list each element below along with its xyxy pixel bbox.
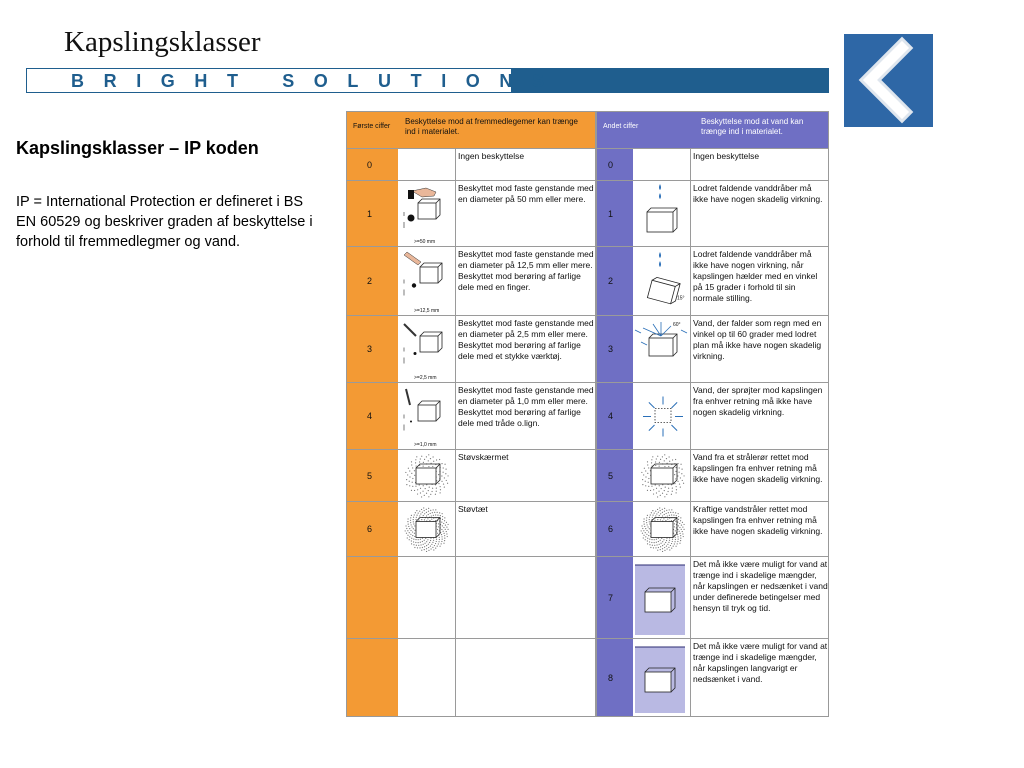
illustration-cell [398,247,456,315]
illustration-cell [633,557,691,638]
protection-illustration [398,149,454,181]
table-row [347,382,595,449]
table-row [347,501,595,556]
description-cell: Beskyttet mod faste genstande med en diameter på 50 mm eller mere. [458,183,594,204]
digit-cell: 6 [347,502,398,556]
brand-name: BRIGHT SOLUTIONS [71,71,564,91]
digit-cell: 4 [597,383,633,449]
row-divider [347,556,595,557]
protection-illustration [398,383,454,450]
table-row [597,501,828,556]
description-cell: Det må ikke være muligt for vand at trænge ind i skadelige mængder, når kapslingen langvarigt er nedsænket i vand. [693,641,828,684]
table-row [597,638,828,716]
protection-illustration [633,316,689,383]
size-label: >=1,0 mm [414,442,437,448]
description-cell: Beskyttet mod faste genstande med en diameter på 2,5 mm eller mere. Beskyttet mod berøring af farlige dele med et stykke værktøj. [458,318,594,361]
protection-illustration [398,502,454,557]
description-cell: Vand, der sprøjter mod kapslingen fra enhver retning må ikke have nogen skadelig virkning. [693,385,823,417]
protection-illustration [398,181,454,247]
description-cell: Kraftige vandstråler rettet mod kapslingen fra enhver retning må ikke have nogen skadelig virkning. [693,504,823,536]
angle-label: 15° [677,295,685,302]
intro-paragraph: IP = International Protection er defineret i BS EN 60529 og beskriver graden af beskyttelse i forhold til fremmedlegmer og vand. [16,194,313,250]
page-title: Kapslingsklasser [64,26,261,58]
illustration-cell [398,181,456,246]
protection-illustration [633,557,689,639]
chevron-left-icon [844,34,933,127]
back-button[interactable] [844,34,933,127]
illustration-cell [398,450,456,501]
empty-illustration-column [398,556,456,716]
second-digit-table [596,111,829,717]
digit-cell: 3 [347,316,398,382]
digit-cell: 8 [597,639,633,716]
illustration-cell [633,181,691,246]
illustration-cell [633,316,691,382]
table-row [597,382,828,449]
brand-label-box [26,68,564,93]
digit-cell: 6 [597,502,633,556]
column-header-description: Beskyttelse mod at vand kan trænge ind i materialet. [701,117,804,136]
protection-illustration [633,149,689,181]
protection-illustration [633,247,689,316]
description-cell: Støvtæt [458,504,488,514]
illustration-cell [633,247,691,315]
protection-illustration [633,181,689,247]
protection-illustration [633,383,689,450]
protection-illustration [398,450,454,502]
digit-cell: 2 [597,247,633,315]
angle-label: 60° [673,322,681,328]
table-row [347,315,595,382]
digit-cell: 0 [347,149,398,180]
description-cell: Ingen beskyttelse [458,151,525,161]
illustration-cell [398,502,456,556]
description-cell: Vand fra et strålerør rettet mod kapslingen fra enhver retning må ikke have nogen skadelig virkning. [693,452,823,484]
digit-cell: 1 [597,181,633,246]
illustration-cell [398,316,456,382]
digit-cell: 0 [597,149,633,180]
digit-cell: 3 [597,316,633,382]
description-cell: Støvskærmet [458,452,509,462]
protection-illustration [633,639,689,717]
table-row [347,180,595,246]
description-cell: Lodret faldende vanddråber må ikke have nogen virkning, når kapslingen hælder med en vinkel på 15 grader i forhold til sin normale stilling. [693,249,818,303]
table-row [347,246,595,315]
illustration-cell [398,149,456,180]
digit-cell: 4 [347,383,398,449]
description-cell: Beskyttet mod faste genstande med en diameter på 12,5 mm eller mere. Beskyttet mod berøring af farlige dele med en finger. [458,249,594,292]
illustration-cell [633,639,691,716]
digit-cell: 7 [597,557,633,638]
illustration-cell [633,502,691,556]
table-row [597,556,828,638]
empty-digit-column [347,556,398,716]
protection-illustration [398,247,454,316]
description-cell: Lodret faldende vanddråber må ikke have nogen skadelig virkning. [693,183,823,204]
table-row [597,449,828,501]
illustration-cell [633,450,691,501]
description-cell: Det må ikke være muligt for vand at trænge ind i skadelige mængder, når kapslingen er nedsænket i vand under definerede betingelser med hensyn til tryk og tid. [693,559,828,613]
digit-cell: 5 [597,450,633,501]
table-row [347,449,595,501]
digit-cell: 2 [347,247,398,315]
size-label: >=50 mm [414,239,436,245]
description-cell: Ingen beskyttelse [693,151,760,161]
illustration-cell [633,383,691,449]
illustration-cell [633,149,691,180]
table-header [347,112,595,148]
digit-cell: 5 [347,450,398,501]
column-header-digit: Andet ciffer [603,123,639,130]
first-digit-table [346,111,596,717]
illustration-cell [398,383,456,449]
protection-illustration [633,450,689,502]
brand-bar [26,68,829,93]
table-row [597,180,828,246]
table-row [597,315,828,382]
section-heading: Kapslingsklasser – IP koden [16,138,259,158]
size-label: >=12,5 mm [414,308,440,314]
column-header-description: Beskyttelse mod at fremmedlegemer kan trænge ind i materialet. [405,117,578,136]
table-row [347,148,595,180]
table-row [597,148,828,180]
description-cell: Beskyttet mod faste genstande med en diameter på 1,0 mm eller mere. Beskyttet mod berøring af farlige dele med tråde o.lign. [458,385,594,428]
table-row [597,246,828,315]
table-header [597,112,828,148]
protection-illustration [633,502,689,557]
description-cell: Vand, der falder som regn med en vinkel op til 60 grader med lodret plan må ikke have nogen skadelig virkning. [693,318,822,361]
size-label: >=2,5 mm [414,375,437,381]
column-header-digit: Første ciffer [353,123,391,130]
protection-illustration [398,316,454,383]
row-divider [347,638,595,639]
digit-cell: 1 [347,181,398,246]
